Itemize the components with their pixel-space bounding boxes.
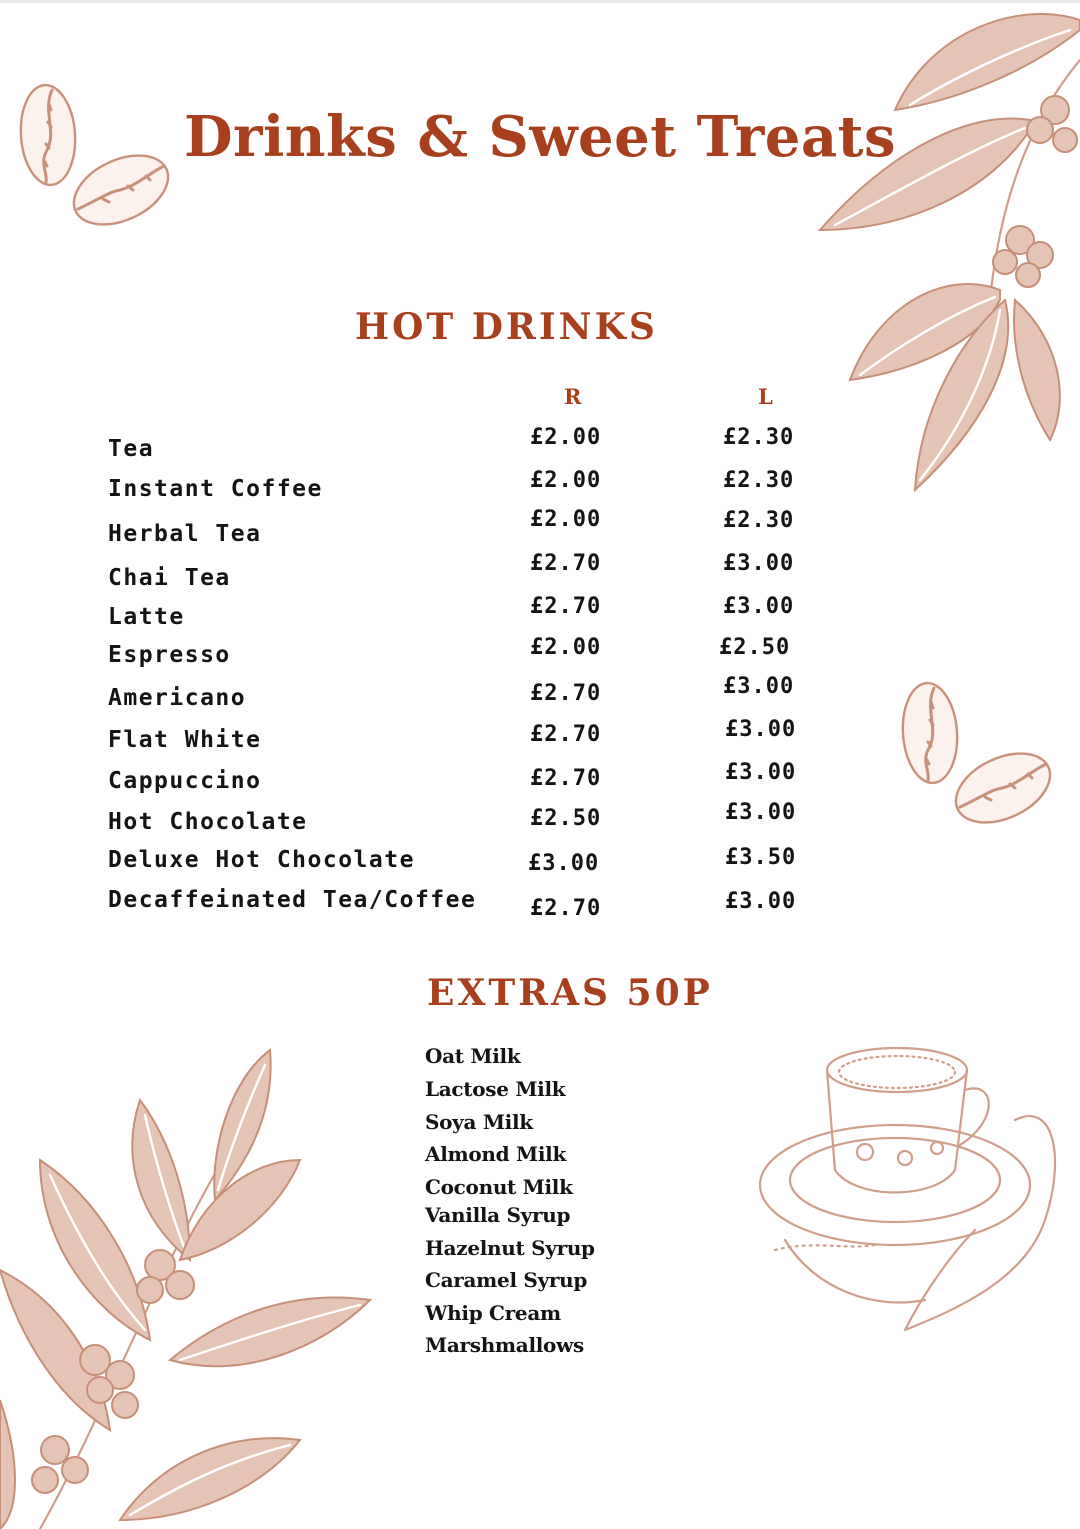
price-large: £2.30 — [723, 468, 795, 493]
price-regular: £2.70 — [530, 681, 602, 706]
price-large: £2.50 — [719, 635, 791, 660]
price-large: £3.00 — [723, 551, 795, 576]
price-regular: £2.70 — [530, 722, 602, 747]
drink-name: Tea — [108, 436, 155, 462]
price-large: £2.30 — [723, 508, 795, 533]
price-regular: £2.70 — [530, 766, 602, 791]
coffee-branch-icon — [0, 1040, 380, 1529]
drink-name: Cappuccino — [108, 768, 262, 794]
drink-name: Latte — [108, 604, 185, 630]
price-large: £3.00 — [723, 594, 795, 619]
extra-item: Vanilla Syrup — [425, 1203, 571, 1227]
price-regular: £3.00 — [528, 851, 600, 876]
coffee-beans-icon — [890, 680, 1060, 840]
price-large: £3.00 — [723, 674, 795, 699]
extra-item: Almond Milk — [425, 1142, 566, 1166]
drink-name: Decaffeinated Tea/Coffee — [108, 887, 477, 913]
price-regular: £2.70 — [530, 896, 602, 921]
price-regular: £2.00 — [530, 635, 602, 660]
price-regular: £2.50 — [530, 806, 602, 831]
drink-name: Flat White — [108, 727, 262, 753]
price-large: £3.00 — [725, 889, 797, 914]
price-regular: £2.70 — [530, 551, 602, 576]
drink-name: Deluxe Hot Chocolate — [108, 847, 415, 873]
menu-title: Drinks & Sweet Treats — [183, 104, 897, 170]
extra-item: Oat Milk — [425, 1044, 521, 1068]
price-large: £2.30 — [723, 425, 795, 450]
price-regular: £2.00 — [530, 425, 602, 450]
extra-item: Whip Cream — [425, 1301, 561, 1325]
teacup-icon — [755, 1040, 1065, 1340]
drink-name: Americano — [108, 685, 247, 711]
drink-name: Hot Chocolate — [108, 809, 308, 835]
extra-item: Soya Milk — [425, 1110, 533, 1134]
extra-item: Caramel Syrup — [425, 1268, 588, 1292]
drink-name: Chai Tea — [108, 565, 231, 591]
price-regular: £2.00 — [530, 507, 602, 532]
coffee-branch-icon — [800, 0, 1080, 500]
drink-name: Herbal Tea — [108, 521, 262, 547]
extra-item: Lactose Milk — [425, 1077, 566, 1101]
extras-heading: EXTRAS 50P — [427, 972, 713, 1014]
price-regular: £2.00 — [530, 468, 602, 493]
extra-item: Coconut Milk — [425, 1175, 573, 1199]
price-large: £3.50 — [725, 845, 797, 870]
extra-item: Hazelnut Syrup — [425, 1236, 595, 1260]
hot-drinks-heading: HOT DRINKS — [355, 306, 658, 348]
price-large: £3.00 — [725, 760, 797, 785]
price-large: £3.00 — [725, 800, 797, 825]
extra-item: Marshmallows — [425, 1333, 584, 1357]
large-size-column-header: L — [758, 384, 773, 409]
drink-name: Instant Coffee — [108, 476, 323, 502]
price-regular: £2.70 — [530, 594, 602, 619]
price-large: £3.00 — [725, 717, 797, 742]
drink-name: Espresso — [108, 642, 231, 668]
regular-size-column-header: R — [564, 384, 582, 409]
